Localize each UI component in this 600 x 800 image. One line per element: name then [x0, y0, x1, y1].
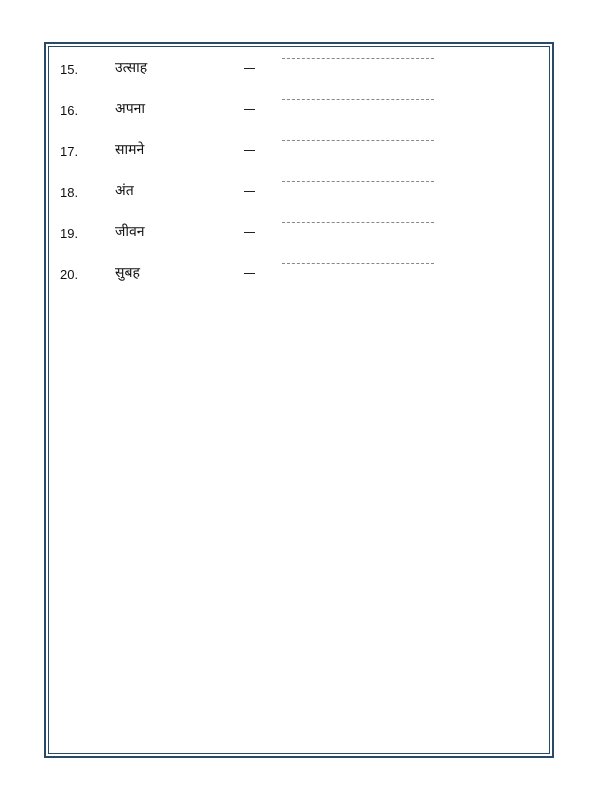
- dash-separator: [244, 273, 255, 274]
- item-word: सुबह: [115, 265, 140, 281]
- item-number: 19.: [60, 226, 79, 241]
- item-number: 16.: [60, 103, 79, 118]
- item-number: 15.: [60, 62, 79, 77]
- answer-blank[interactable]: [282, 140, 434, 141]
- dash-separator: [244, 109, 255, 110]
- item-number: 18.: [60, 185, 79, 200]
- item-word: जीवन: [115, 224, 145, 240]
- answer-blank[interactable]: [282, 263, 434, 264]
- item-word: सामने: [115, 142, 145, 158]
- answer-blank[interactable]: [282, 181, 434, 182]
- dash-separator: [244, 191, 255, 192]
- list-item: [0, 257, 600, 287]
- answer-blank[interactable]: [282, 58, 434, 59]
- item-number: 17.: [60, 144, 79, 159]
- list-item: [0, 175, 600, 205]
- answer-blank[interactable]: [282, 222, 434, 223]
- item-word: अपना: [115, 101, 146, 117]
- list-item: [0, 134, 600, 164]
- list-item: [0, 93, 600, 123]
- item-word: उत्साह: [115, 60, 148, 76]
- answer-blank[interactable]: [282, 99, 434, 100]
- dash-separator: [244, 150, 255, 151]
- dash-separator: [244, 232, 255, 233]
- list-item: [0, 216, 600, 246]
- item-number: 20.: [60, 267, 79, 282]
- dash-separator: [244, 68, 255, 69]
- list-item: [0, 52, 600, 82]
- item-word: अंत: [115, 183, 134, 199]
